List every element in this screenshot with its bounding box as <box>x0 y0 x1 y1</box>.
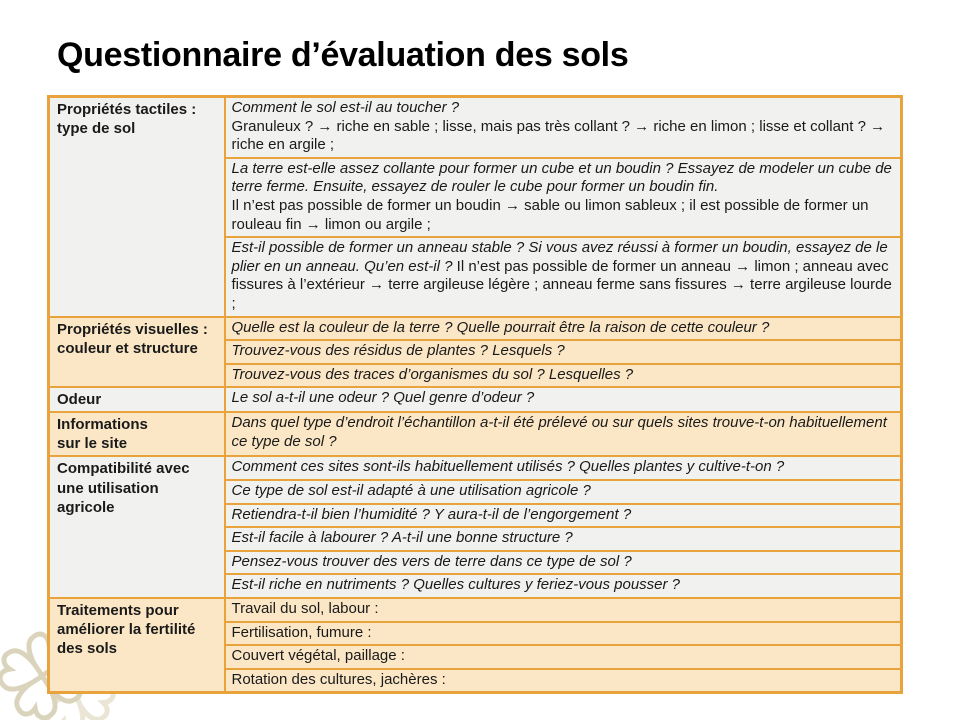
question-cell: Comment ces sites sont-ils habituellement utilisés ? Quelles plantes y cultive-t-on ? <box>225 456 902 480</box>
question-text: Comment le sol est-il au toucher ? <box>231 99 460 116</box>
table-row <box>49 412 902 456</box>
question-cell: Est-il riche en nutriments ? Quelles cultures y feriez-vous pousser ? <box>225 574 902 598</box>
section-label-line: agricole <box>57 498 115 516</box>
answer-key-text: Granuleux ? → riche en sable ; lisse, mais pas très collant ? → riche en limon ; lisse et collant ? → riche en argile ; <box>231 117 886 154</box>
question-cell: Trouvez-vous des résidus de plantes ? Lesquels ? <box>225 340 902 364</box>
table-row <box>49 598 902 622</box>
section-label-informations-site <box>49 412 225 456</box>
section-label-line: une utilisation <box>57 479 159 497</box>
section-label-line: Propriétés visuelles : <box>57 320 208 338</box>
question-cell: Ce type de sol est-il adapté à une utilisation agricole ? <box>225 480 902 504</box>
question-cell: Retiendra-t-il bien l’humidité ? Y aura-t-il de l’engorgement ? <box>225 504 902 528</box>
section-label-line: Traitements pour <box>57 602 179 620</box>
section-label-line: type de sol <box>57 120 136 138</box>
question-cell: Trouvez-vous des traces d’organismes du sol ? Lesquelles ? <box>225 364 902 388</box>
section-label-line: sur le site <box>57 435 128 453</box>
table-row <box>49 317 902 341</box>
section-label-compatibilite-agricole <box>49 456 225 598</box>
section-label-line: Informations <box>57 416 148 434</box>
soil-questionnaire-table <box>47 95 903 694</box>
treatment-field-cell: Travail du sol, labour : <box>225 598 902 622</box>
treatment-field-cell: Rotation des cultures, jachères : <box>225 669 902 693</box>
question-cell <box>225 237 902 316</box>
answer-key-text: Il n’est pas possible de former un boudin → sable ou limon sableux ; il est possible de former un rouleau fin → limon ou argile ; <box>231 196 869 233</box>
question-text: La terre est-elle assez collante pour former un cube et un boudin ? Essayez de modeler un cube de terre ferme. Ensuite, essayez de rouler le cube pour former un boudin fin. <box>231 159 892 196</box>
section-label-proprietes-tactiles <box>49 97 225 317</box>
section-label-proprietes-visuelles <box>49 317 225 388</box>
answer-key-text: Il n’est pas possible de former un anneau → limon ; anneau avec fissures à l’extérieur → terre argileuse légère ; anneau ferme sans fissures → terre argileuse lourde ; <box>231 257 892 312</box>
question-cell: Quelle est la couleur de la terre ? Quelle pourrait être la raison de cette couleur ? <box>225 317 902 341</box>
section-label-line: des sols <box>57 640 118 658</box>
section-label-line: Propriétés tactiles : <box>57 101 197 118</box>
question-cell: Le sol a-t-il une odeur ? Quel genre d’odeur ? <box>225 387 902 412</box>
question-cell: Pensez-vous trouver des vers de terre dans ce type de sol ? <box>225 551 902 575</box>
section-label-odeur <box>49 387 225 412</box>
table-row <box>49 97 902 158</box>
question-cell <box>225 158 902 237</box>
question-cell <box>225 97 902 158</box>
section-label-line: améliorer la fertilité <box>57 621 196 639</box>
treatment-field-cell: Couvert végétal, paillage : <box>225 645 902 669</box>
page-title: Questionnaire d’évaluation des sols <box>57 36 629 74</box>
question-cell: Est-il facile à labourer ? A-t-il une bonne structure ? <box>225 527 902 551</box>
section-label-traitements-fertilite <box>49 598 225 693</box>
section-label-line: couleur et structure <box>57 339 198 357</box>
question-cell: Dans quel type d’endroit l’échantillon a-t-il été prélevé ou sur quels sites trouve-t-on habituellement ce type de sol ? <box>225 412 902 456</box>
section-label-line: Odeur <box>57 391 102 409</box>
treatment-field-cell: Fertilisation, fumure : <box>225 622 902 646</box>
table-row <box>49 456 902 480</box>
question-text: Est-il possible de former un anneau stable ? Si vous avez réussi à former un boudin, essayez de le plier en un anneau. Qu’en est-il ? <box>231 239 888 275</box>
table-row <box>49 387 902 412</box>
section-label-line: Compatibilité avec <box>57 460 190 478</box>
